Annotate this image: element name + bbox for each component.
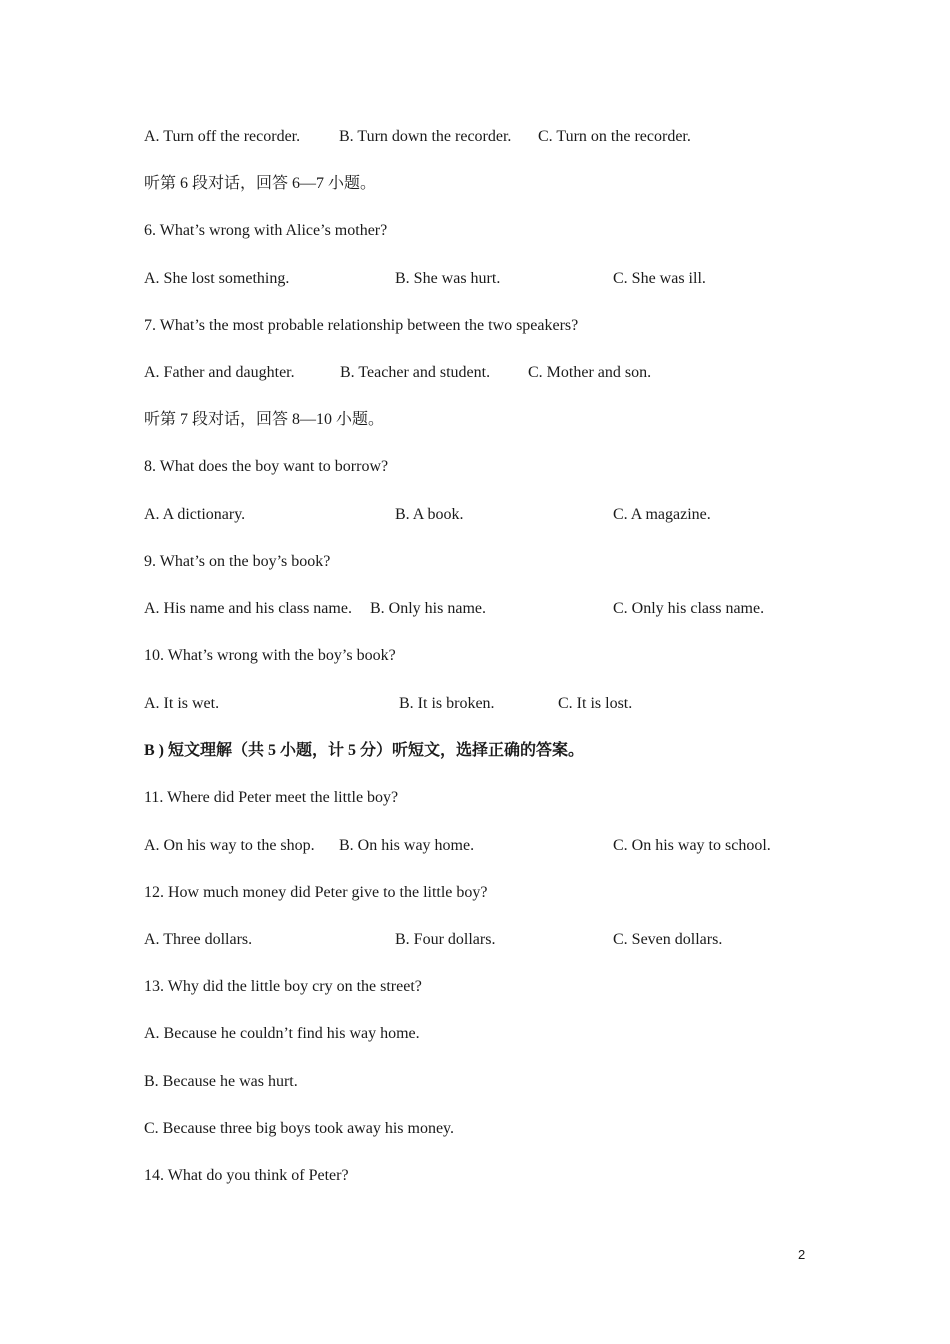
q5-option-b: B. Turn down the recorder. (339, 128, 512, 145)
q11-question: 11. Where did Peter meet the little boy? (144, 789, 399, 806)
q7-option-c: C. Mother and son. (528, 364, 652, 381)
q11-option-c: C. On his way to school. (613, 837, 771, 854)
q12-option-a: A. Three dollars. (144, 931, 253, 948)
page-number: 2 (798, 1247, 806, 1262)
q7-question: 7. What’s the most probable relationship between the two speakers? (144, 317, 579, 334)
part-b-heading: B ) 短文理解（共 5 小题，计 5 分）听短文，选择正确的答案。 (144, 742, 585, 759)
section6-instruction: 听第 6 段对话，回答 6—7 小题。 (144, 175, 377, 192)
q13-option-a: A. Because he couldn’t find his way home. (144, 1025, 420, 1042)
q6-option-b: B. She was hurt. (395, 270, 501, 287)
q6-option-c: C. She was ill. (613, 270, 706, 287)
q8-question: 8. What does the boy want to borrow? (144, 458, 389, 475)
q11-option-a: A. On his way to the shop. (144, 837, 315, 854)
q12-question: 12. How much money did Peter give to the little boy? (144, 884, 488, 901)
q13-option-b: B. Because he was hurt. (144, 1073, 298, 1090)
q14-question: 14. What do you think of Peter? (144, 1167, 349, 1184)
q11-option-b: B. On his way home. (339, 837, 475, 854)
q7-option-b: B. Teacher and student. (340, 364, 491, 381)
q5-option-c: C. Turn on the recorder. (538, 128, 691, 145)
q9-option-b: B. Only his name. (370, 600, 486, 617)
q9-question: 9. What’s on the boy’s book? (144, 553, 331, 570)
q12-option-b: B. Four dollars. (395, 931, 496, 948)
q5-option-a: A. Turn off the recorder. (144, 128, 301, 145)
q8-option-a: A. A dictionary. (144, 506, 246, 523)
q7-option-a: A. Father and daughter. (144, 364, 295, 381)
q8-option-c: C. A magazine. (613, 506, 711, 523)
q8-option-b: B. A book. (395, 506, 464, 523)
q9-option-a: A. His name and his class name. (144, 600, 352, 617)
q6-option-a: A. She lost something. (144, 270, 290, 287)
q13-question: 13. Why did the little boy cry on the street? (144, 978, 422, 995)
q10-option-b: B. It is broken. (399, 695, 495, 712)
q9-option-c: C. Only his class name. (613, 600, 765, 617)
q12-option-c: C. Seven dollars. (613, 931, 723, 948)
q6-question: 6. What’s wrong with Alice’s mother? (144, 222, 388, 239)
q10-option-a: A. It is wet. (144, 695, 220, 712)
q10-question: 10. What’s wrong with the boy’s book? (144, 647, 396, 664)
q13-option-c: C. Because three big boys took away his money. (144, 1120, 455, 1137)
q10-option-c: C. It is lost. (558, 695, 633, 712)
section7-instruction: 听第 7 段对话，回答 8—10 小题。 (144, 411, 385, 428)
